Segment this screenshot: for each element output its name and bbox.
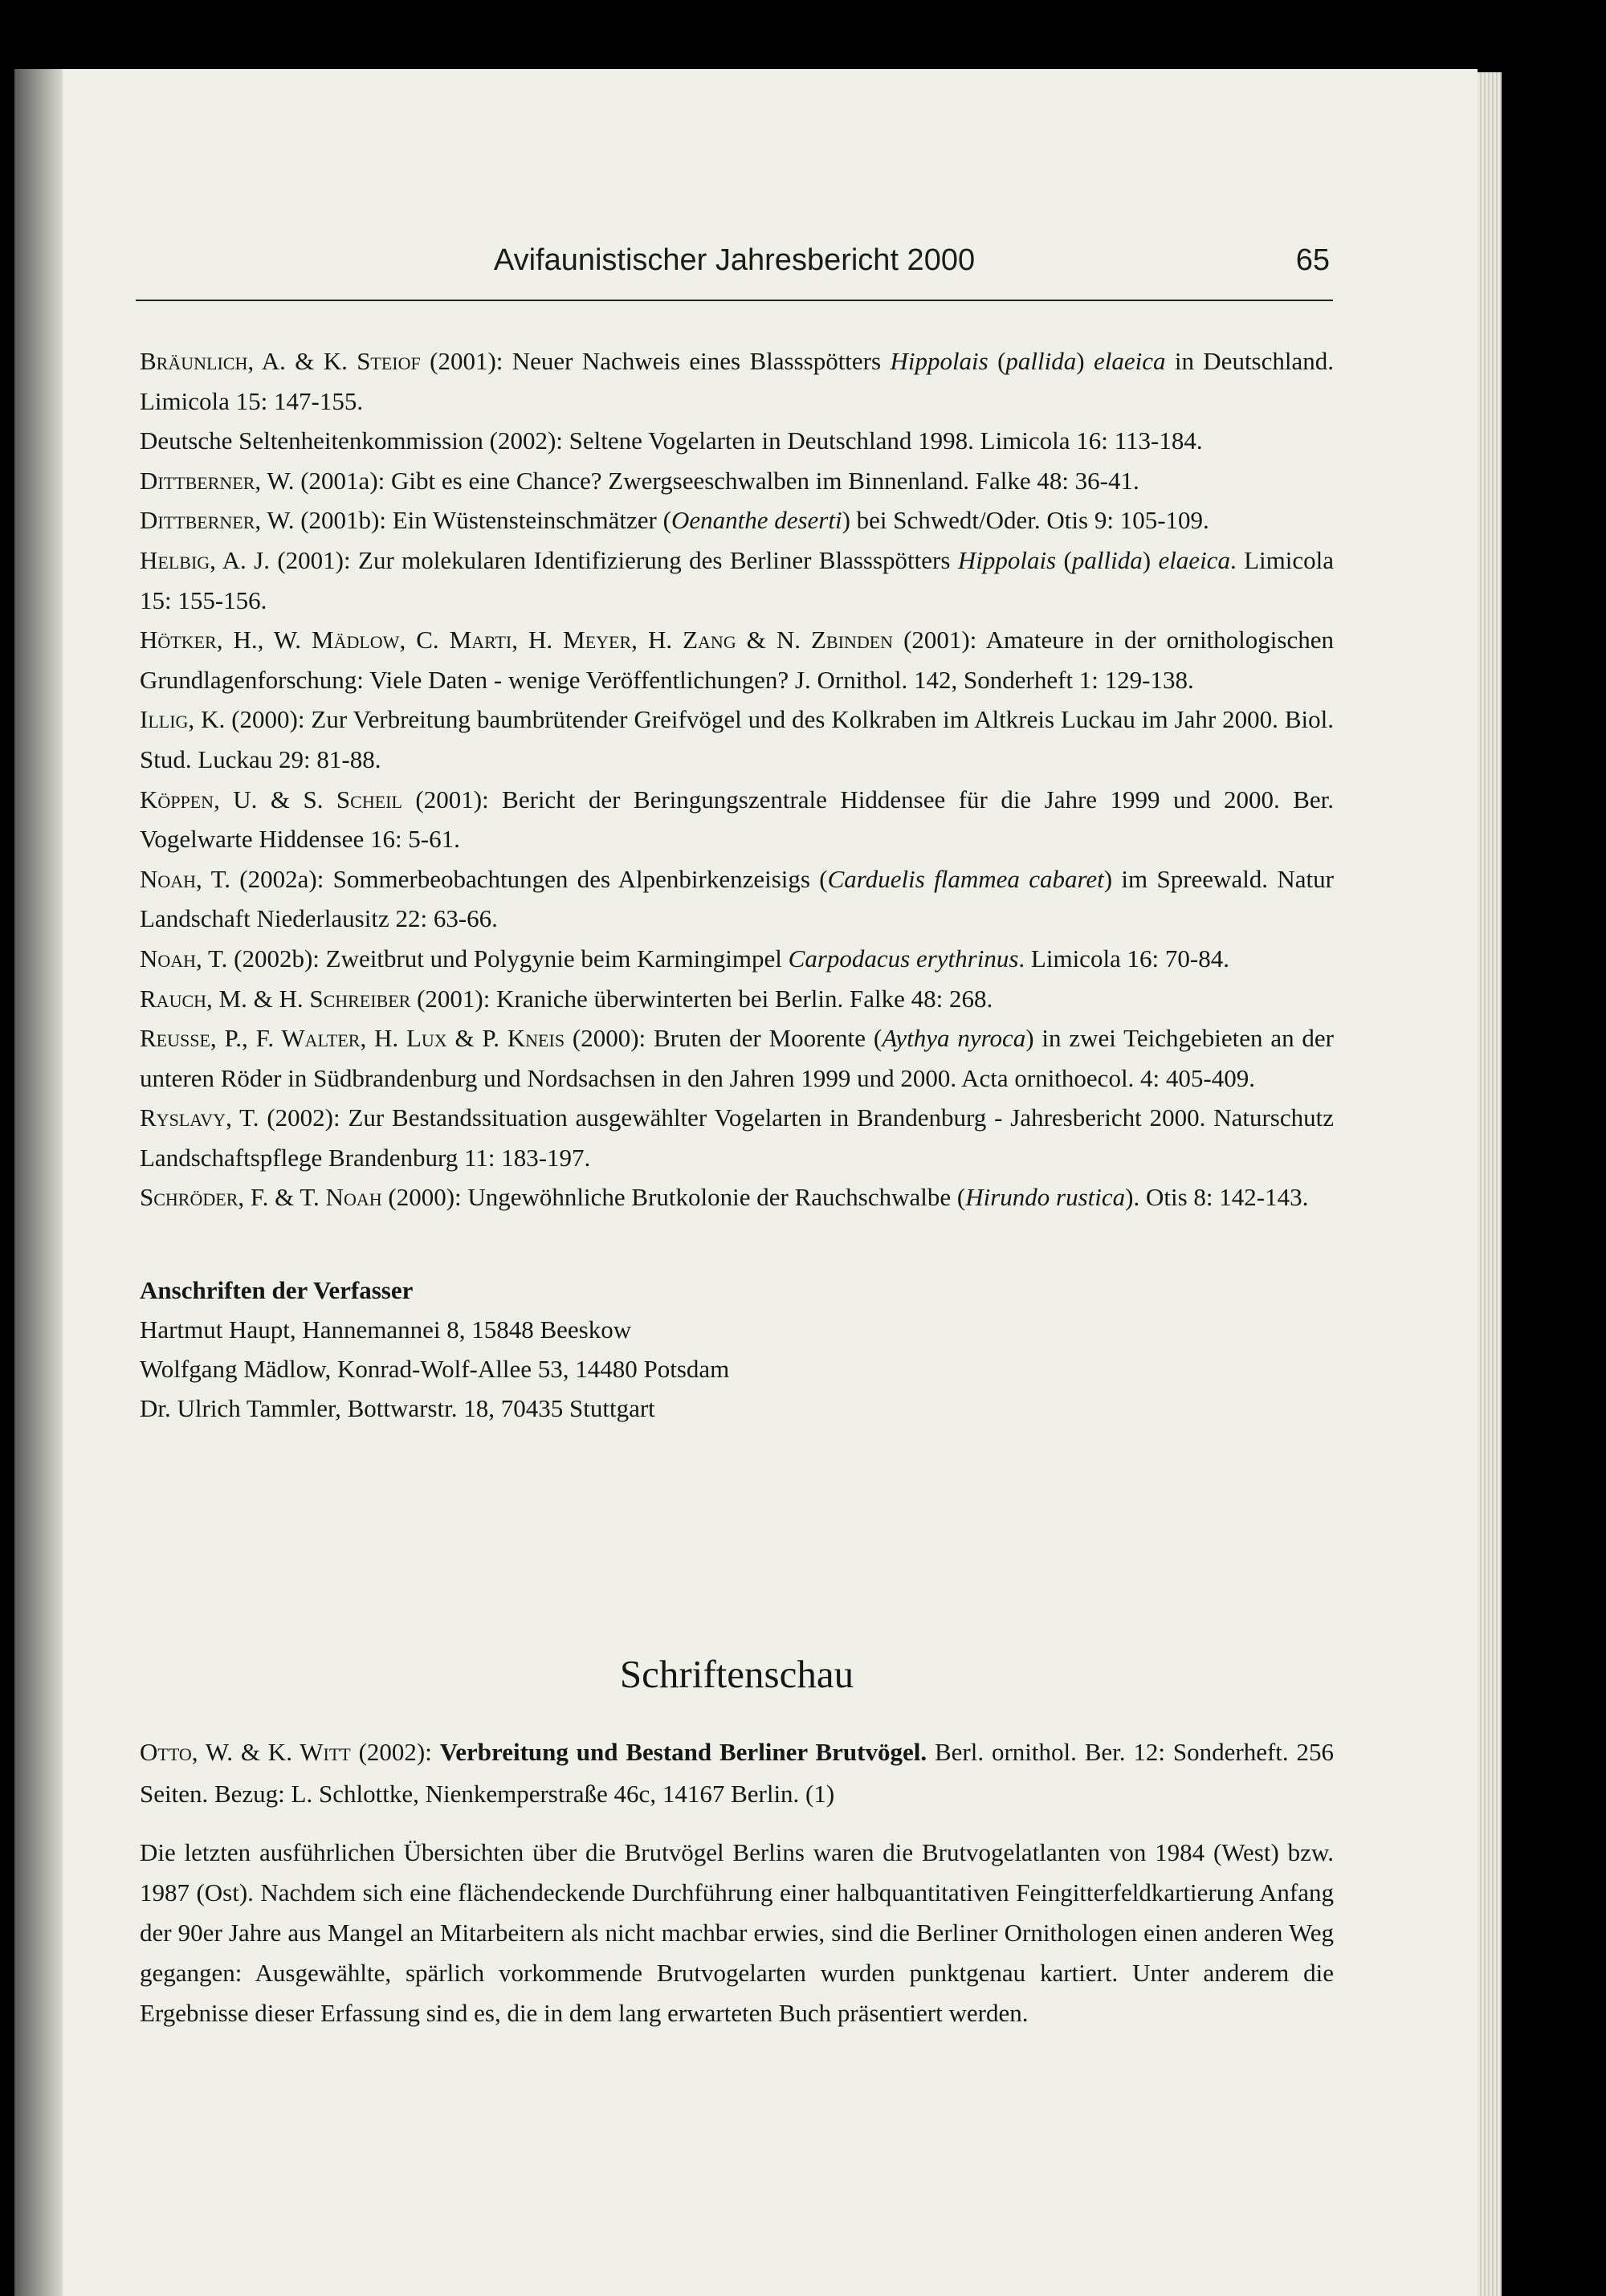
citation-text: ) (1142, 545, 1159, 574)
reference-entry (140, 620, 1334, 699)
author-names: Helbig, A. J. (140, 545, 270, 574)
author-names: Otto, W. & K. Witt (140, 1738, 351, 1766)
citation-text: . Limicola 16: 70-84. (1018, 944, 1229, 973)
taxon-name: elaeica (1158, 545, 1230, 574)
citation-text: ) im Spreewald. Natur Landschaft Niederlausitz 22: 63-66. (140, 864, 1334, 933)
citation-text: ) in zwei Teichgebieten an der unteren Röder in Südbrandenburg und Nordsachsen in den Jahren 1999 und 2000. Acta ornithoecol. 4: 405-409. (140, 1024, 1334, 1092)
section-title: Schriftenschau (619, 1652, 854, 1696)
reference-entry (140, 1177, 1334, 1217)
author-names: Köppen, U. & S. Scheil (140, 785, 402, 814)
citation-text: Berl. ornithol. Ber. 12: Sonderheft. 256 Seiten. Bezug: L. Schlottke, Nienkemperstraße 46c, 14167 Berlin. (1) (140, 1738, 1334, 1808)
book-title: Verbreitung und Bestand Berliner Brutvögel. (439, 1738, 927, 1766)
citation-text: (2001a): Gibt es eine Chance? Zwergseeschwalben im Binnenland. Falke 48: 36-41. (294, 466, 1139, 495)
author-names: Noah, T. (140, 944, 228, 973)
citation-text: (2001): Zur molekularen Identifizierung des Berliner Blassspötters (269, 545, 958, 574)
author-names: Dittberner, W. (140, 506, 295, 535)
author-names: Ryslavy, T. (140, 1103, 259, 1132)
book-review (140, 1731, 1334, 2033)
citation-text: (2002b): Zweitbrut und Polygynie beim Karmingimpel (227, 944, 789, 973)
author-names: Reusse, P., F. Walter, H. Lux & P. Kneis (140, 1024, 565, 1053)
citation-text: (2002): (350, 1738, 440, 1766)
address-line: Wolfgang Mädlow, Konrad-Wolf-Allee 53, 14480 Potsdam (140, 1355, 730, 1384)
taxon-name: Oenanthe deserti (671, 506, 842, 535)
addresses-heading: Anschriften der Verfasser (140, 1276, 414, 1305)
citation-text: (2001): Bericht der Beringungszentrale Hiddensee für die Jahre 1999 und 2000. Ber. Vogelwarte Hiddensee 16: 5-61. (140, 785, 1334, 854)
citation-text: (2000): Ungewöhnliche Brutkolonie der Rauchschwalbe ( (381, 1183, 966, 1212)
citation-text: ). Otis 8: 142-143. (1125, 1183, 1309, 1212)
taxon-name: pallida (1005, 347, 1077, 375)
taxon-name: Hippolais (890, 347, 988, 375)
reference-entry (140, 461, 1334, 501)
reference-entry (140, 421, 1334, 461)
author-names: Noah, T. (140, 864, 230, 893)
running-header (136, 243, 1333, 301)
reference-entry (140, 500, 1334, 540)
page-number: 65 (1295, 243, 1330, 277)
citation-text: in Deutschland. Limicola 15: 147-155. (140, 347, 1334, 415)
reference-entry (140, 780, 1334, 859)
address-line: Hartmut Haupt, Hannemannei 8, 15848 Beeskow (140, 1315, 632, 1344)
author-names: Dittberner, W. (140, 466, 295, 495)
reference-entry (140, 1098, 1334, 1177)
running-title: Avifaunistischer Jahresbericht 2000 (493, 243, 976, 277)
taxon-name: Carduelis flammea cabaret (827, 864, 1104, 893)
citation-text: (2000): Zur Verbreitung baumbrütender Greifvögel und des Kolkraben im Altkreis Luckau im Jahr 2000. Biol. Stud. Luckau 29: 81-88. (140, 705, 1334, 773)
citation-text: (2000): Bruten der Moorente ( (565, 1024, 882, 1053)
taxon-name: Carpodacus erythrinus (788, 944, 1019, 973)
reference-entry (140, 1018, 1334, 1098)
citation-text: (2002): Zur Bestandssituation ausgewählter Vogelarten in Brandenburg - Jahresbericht 2000. Naturschutz Landschaftspflege Brandenburg 11: 183-197. (140, 1103, 1335, 1172)
reference-entry (140, 699, 1334, 779)
binding-shadow (14, 69, 63, 2296)
main-content (140, 341, 1334, 1428)
address-line: Dr. Ulrich Tammler, Bottwarstr. 18, 70435 Stuttgart (140, 1394, 655, 1423)
citation-text: ) bei Schwedt/Oder. Otis 9: 105-109. (842, 506, 1209, 535)
author-names: Bräunlich, A. & K. Steiof (140, 347, 421, 375)
review-body: Die letzten ausführlichen Übersichten über die Brutvögel Berlins waren die Brutvogelatlanten von 1984 (West) bzw. 1987 (Ost). Nachdem sich eine flächendeckende Durchführung einer halbquantitativen Feingitterfeldkartierung Anfang der 90er Jahre aus Mangel an Mitarbeitern als nicht machbar erwies, sind die Berliner Ornithologen einen anderen Weg gegangen: Ausgewählte, spärlich vorkommende Brutvogelarten wurden punktgenau kartiert. Unter anderem die Ergebnisse dieser Erfassung sind es, die in dem lang erwarteten Buch präsentiert werden. (140, 1838, 1334, 2027)
taxon-name: pallida (1071, 545, 1143, 574)
citation-text: (2001): Kraniche überwinterten bei Berlin. Falke 48: 268. (410, 984, 993, 1013)
author-names: Rauch, M. & H. Schreiber (140, 984, 411, 1013)
author-names: Hötker, H., W. Mädlow, C. Marti, H. Meyer, H. Zang & N. Zbinden (140, 626, 894, 655)
citation-text: Deutsche Seltenheitenkommission (2002): Seltene Vogelarten in Deutschland 1998. Limicola 16: 113-184. (140, 426, 1203, 455)
review-citation (140, 1731, 1334, 1815)
citation-text: (2001b): Ein Wüstensteinschmätzer ( (294, 506, 671, 535)
citation-text: ) (1076, 347, 1094, 375)
citation-text: (2001): Amateure in der ornithologischen Grundlagenforschung: Viele Daten - wenige Veröffentlichungen? J. Ornithol. 142, Sonderheft 1: 129-138. (140, 626, 1334, 694)
citation-text: (2001): Neuer Nachweis eines Blassspötters (420, 347, 891, 375)
citation-text: . Limicola 15: 155-156. (140, 545, 1335, 614)
taxon-name: Hirundo rustica (965, 1183, 1126, 1212)
author-names: Schröder, F. & T. Noah (140, 1183, 382, 1212)
reference-entry (140, 859, 1334, 939)
reference-list (140, 341, 1334, 1217)
taxon-name: Aythya nyroca (882, 1024, 1026, 1053)
citation-text: ( (1056, 545, 1072, 574)
reference-entry (140, 341, 1334, 421)
reference-entry (140, 979, 1334, 1019)
taxon-name: elaeica (1093, 347, 1166, 375)
citation-text: ( (988, 347, 1006, 375)
reference-entry (140, 540, 1334, 620)
reference-entry (140, 939, 1334, 979)
citation-text: (2002a): Sommerbeobachtungen des Alpenbirkenzeisigs ( (230, 864, 828, 893)
taxon-name: Hippolais (957, 545, 1057, 574)
page-edge-stack (1478, 72, 1502, 2296)
author-names: Illig, K. (140, 705, 226, 734)
